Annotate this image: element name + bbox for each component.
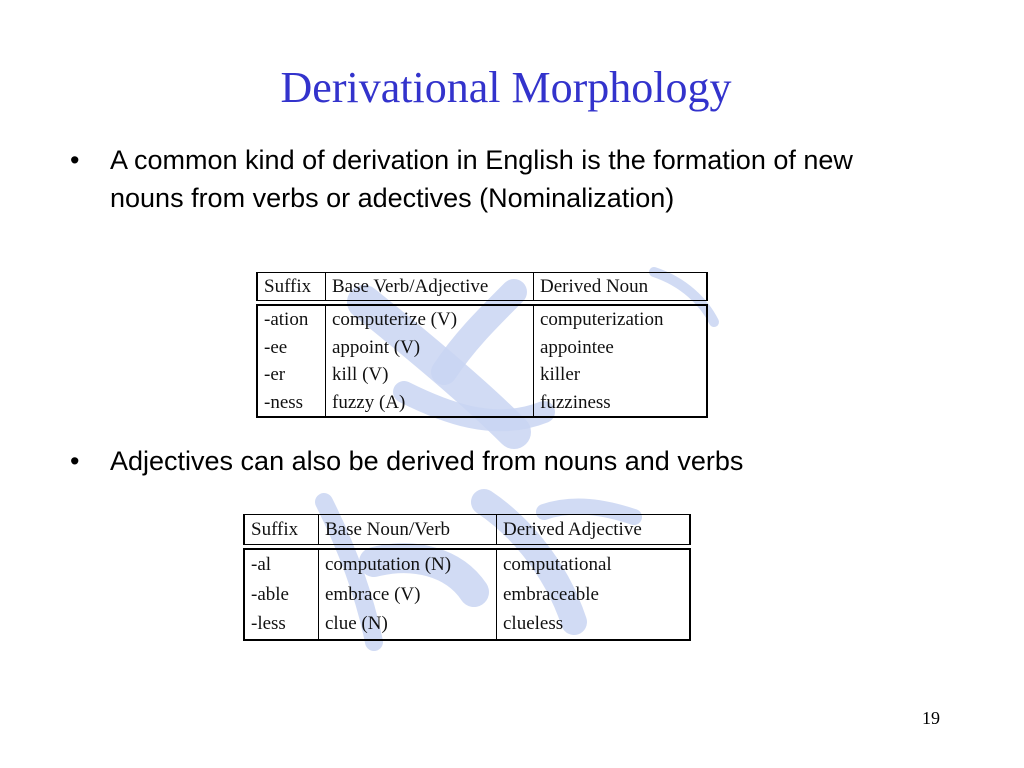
cell-base: embrace (V)	[319, 580, 497, 610]
table-row	[243, 580, 691, 610]
bullet-marker: •	[70, 446, 80, 476]
table-row	[256, 361, 708, 389]
adjective-derivation-table	[243, 514, 691, 641]
cell-base: clue (N)	[319, 609, 497, 641]
bullet-item-adjectives	[70, 442, 910, 482]
cell-base: computerize (V)	[326, 304, 534, 334]
cell-suffix: -er	[256, 361, 326, 389]
bullet-text: Adjectives can also be derived from nouns and verbs	[110, 446, 744, 476]
header-base: Base Verb/Adjective	[326, 272, 534, 301]
table-header-row	[243, 514, 691, 545]
cell-derived: clueless	[497, 609, 691, 641]
table-row	[243, 609, 691, 641]
cell-derived: computational	[497, 548, 691, 580]
cell-base: computation (N)	[319, 548, 497, 580]
cell-derived: computerization	[534, 304, 708, 334]
bullet-marker: •	[70, 145, 80, 175]
bullet-item-nominalization	[70, 141, 910, 261]
cell-base: kill (V)	[326, 361, 534, 389]
table-row	[256, 304, 708, 334]
nominalization-table	[256, 272, 708, 418]
cell-derived: killer	[534, 361, 708, 389]
cell-derived: embraceable	[497, 580, 691, 610]
header-base: Base Noun/Verb	[319, 514, 497, 545]
cell-suffix: -less	[243, 609, 319, 641]
cell-suffix: -able	[243, 580, 319, 610]
bullet-text: A common kind of derivation in English is the formation of new nouns from verbs or adectives (Nominalization)	[110, 145, 853, 213]
table-row	[256, 389, 708, 419]
cell-suffix: -ness	[256, 389, 326, 419]
cell-base: fuzzy (A)	[326, 389, 534, 419]
header-suffix: Suffix	[243, 514, 319, 545]
cell-base: appoint (V)	[326, 334, 534, 362]
slide-title: Derivational Morphology	[280, 63, 732, 112]
cell-suffix: -ation	[256, 304, 326, 334]
table-row	[243, 548, 691, 580]
cell-suffix: -ee	[256, 334, 326, 362]
cell-derived: fuzziness	[534, 389, 708, 419]
header-derived: Derived Noun	[534, 272, 708, 301]
header-suffix: Suffix	[256, 272, 326, 301]
page-number: 19	[922, 708, 940, 728]
table-row	[256, 334, 708, 362]
cell-derived: appointee	[534, 334, 708, 362]
header-derived: Derived Adjective	[497, 514, 691, 545]
table-header-row	[256, 272, 708, 301]
cell-suffix: -al	[243, 548, 319, 580]
